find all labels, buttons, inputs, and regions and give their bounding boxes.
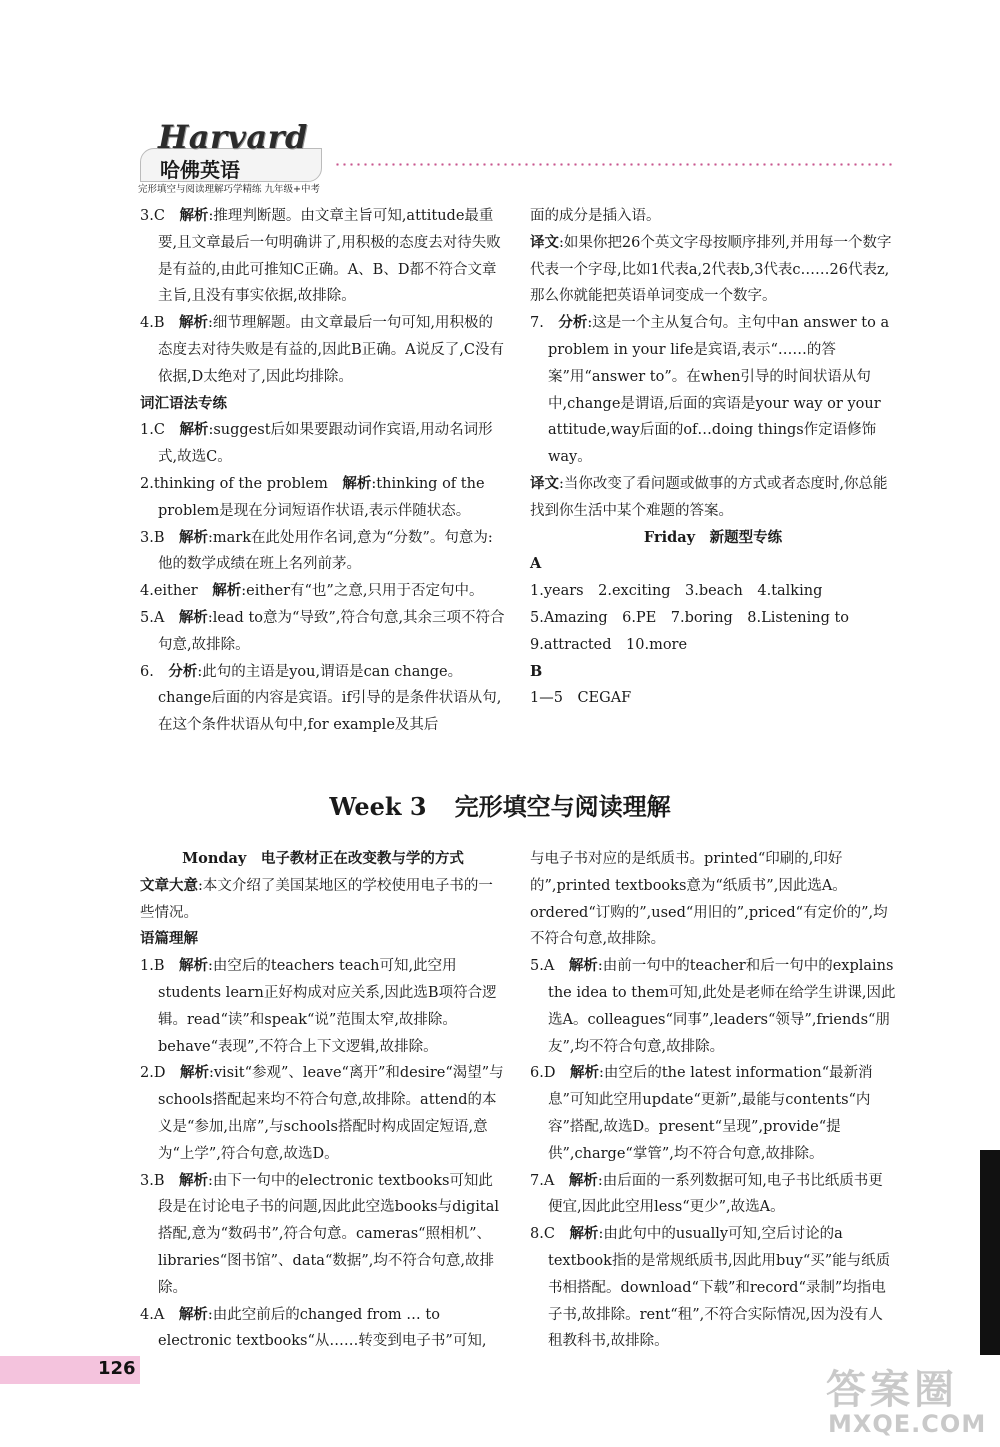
analysis-label: 解析	[178, 608, 208, 626]
analysis-text: :细节理解题。由文章最后一句可知,用积极的态度去对待失败是有益的,因此B正确。A说反了,C没有依据,D太绝对了,因此均排除。	[158, 315, 504, 385]
paragraph-text: :本文介绍了美国某地区的学校使用电子书的一些情况。	[140, 877, 493, 921]
analysis-text: :由后面的一系列数据可知,电子书比纸质书更便宜,因此此空用less“更少”,故选A。	[548, 1172, 883, 1216]
analysis-label: 分析	[168, 662, 198, 680]
answer-key: 1.C	[140, 422, 165, 439]
answer-item	[140, 417, 506, 471]
analysis-text: :由此句中的usually可知,空后讨论的a textbook指的是常规纸质书,因此用buy“买”能与纸质书相搭配。download“下载”和record“录制”均指电子书,故排除。rent“租”,不符合实际情况,因为没有人租教科书,故排除。	[548, 1226, 891, 1350]
answer-item	[140, 953, 506, 1060]
paragraph-text: :如果你把26个英文字母按顺序排列,并用每一个数字代表一个字母,比如1代表a,2代表b,3代表c……26代表z,那么你就能把英语单词变成一个数字。	[530, 234, 892, 305]
section-heading	[0, 787, 1000, 822]
book-subtitle: 完形填空与阅读理解巧学精练 九年级+中考	[138, 184, 320, 195]
analysis-label: 解析	[179, 207, 209, 224]
paragraph-label: 文章大意	[140, 876, 198, 894]
subsection-heading: 词汇语法专练	[140, 394, 227, 412]
analysis-label: 解析	[179, 1064, 209, 1082]
watermark-url: MXQE.COM	[828, 1410, 987, 1438]
watermark	[822, 1358, 987, 1440]
answer-key: 2.D	[140, 1065, 166, 1082]
answer-item	[530, 310, 896, 471]
analysis-label: 解析	[569, 1064, 599, 1082]
answer-item	[530, 1221, 896, 1355]
answer-item	[140, 1060, 506, 1167]
answer-item	[140, 471, 506, 525]
analysis-text: :thinking of the problem是现在分词短语作状语,表示伴随状态。	[158, 475, 485, 519]
edge-tab	[980, 1150, 1000, 1355]
right-column-top	[530, 203, 896, 712]
answer-key: 2.thinking of the problem	[140, 475, 328, 492]
brand-logo: Harvard	[158, 118, 308, 156]
answer-key: 4.A	[140, 1306, 165, 1323]
answer-key: 8.C	[530, 1226, 555, 1243]
labeled-paragraph	[530, 471, 896, 525]
analysis-label: 解析	[568, 957, 598, 975]
answer-key: 7.	[530, 315, 544, 332]
answer-key: 3.C	[140, 208, 165, 224]
subsection-heading: 语篇理解	[140, 930, 198, 948]
page-number: 126	[98, 1358, 136, 1379]
week-label: Week 3	[329, 792, 427, 821]
analysis-text: :由前一句中的teacher和后一句中的explains the idea to them可知,此处是老师在给学生讲课,因此选A。colleagues“同事”,leaders“领导”,friends“朋友”,均不符合句意,故排除。	[548, 958, 896, 1055]
text-line: 面的成分是插入语。	[530, 208, 661, 224]
analysis-label: 解析	[179, 528, 208, 546]
answer-key: 5.A	[140, 609, 165, 626]
analysis-label: 解析	[568, 1171, 598, 1189]
answer-key: 6.D	[530, 1065, 556, 1082]
answer-key: 3.B	[140, 1172, 165, 1189]
day-title: Friday 新题型专练	[643, 528, 783, 546]
answer-key: 3.B	[140, 529, 165, 546]
subsection-heading: B	[530, 662, 543, 680]
answer-item	[140, 659, 506, 739]
labeled-paragraph	[530, 230, 896, 310]
book-header	[138, 118, 328, 196]
analysis-text: :visit“参观”、leave“离开”和desire“渴望”与schools搭配起来均不符合句意,故排除。attend的本义是“参加,出席”,与schools搭配时构成固定短语,意为“上学”,符合句意,故选D。	[158, 1065, 504, 1162]
text-line: 1—5 CEGAF	[530, 690, 632, 707]
text-line: 5.Amazing 6.PE 7.boring 8.Listening to	[530, 609, 850, 626]
analysis-label: 解析	[179, 957, 208, 975]
answer-key: 6.	[140, 663, 154, 680]
header-dotted-rule	[334, 163, 894, 166]
answer-key: 4.B	[140, 315, 165, 332]
answer-key: 5.A	[530, 958, 555, 975]
subsection-heading: A	[530, 555, 542, 573]
answer-item	[140, 578, 506, 605]
watermark-logo: 答案圈	[826, 1367, 958, 1413]
analysis-text: :推理判断题。由文章主旨可知,attitude最重要,且文章最后一句明确讲了,用积极的态度去对待失败是有益的,由此可推知C正确。A、B、D都不符合文章主旨,且没有事实依据,故排除。	[158, 208, 501, 305]
answer-item	[530, 953, 896, 1060]
answer-key: 7.A	[530, 1172, 555, 1189]
analysis-text: :由此空前后的changed from … to electronic textbooks“从……转变到电子书”可知,	[158, 1306, 487, 1350]
answer-key: 1.B	[140, 958, 165, 975]
right-column-bottom	[530, 846, 896, 1355]
paragraph-label: 译文	[530, 233, 559, 251]
answer-item	[140, 203, 506, 310]
analysis-text: :这是一个主从复合句。主句中an answer to a problem in your life是宾语,表示“……的答案”用“answer to”。在when引导的时间状语从句中,change是谓语,后面的宾语是your way or your attitude,way后面的of…doing things作定语修饰way。	[548, 315, 890, 466]
answer-item	[140, 310, 506, 390]
left-column-bottom	[140, 846, 506, 1355]
text-line: 9.attracted 10.more	[530, 636, 688, 653]
answer-item	[140, 1168, 506, 1302]
paragraph-label: 译文	[530, 474, 559, 492]
analysis-label: 分析	[558, 314, 588, 332]
analysis-label: 解析	[569, 1225, 599, 1243]
text-line: 与电子书对应的是纸质书。printed“印刷的,印好的”,printed textbooks意为“纸质书”,因此选A。ordered“订购的”,used“用旧的”,priced“有定价的”,均不符合句意,故排除。	[530, 851, 888, 948]
analysis-text: :either有“也”之意,只用于否定句中。	[241, 583, 484, 600]
answer-key: 4.either	[140, 583, 198, 600]
labeled-paragraph	[140, 873, 506, 927]
analysis-text: :由下一句中的electronic textbooks可知此段是在讨论电子书的问题,因此此空选books与digital搭配,意为“数码书”,符合句意。cameras“照相机”、libraries“图书馆”、data“数据”,均不符合句意,故排除。	[158, 1172, 500, 1296]
answer-item	[140, 1302, 506, 1356]
paragraph-text: :当你改变了看问题或做事的方式或者态度时,你总能找到你生活中某个难题的答案。	[530, 475, 888, 519]
answer-item	[140, 525, 506, 579]
analysis-text: :由空后的teachers teach可知,此空用students learn正好构成对应关系,因此选B项符合逻辑。read“读”和speak“说”范围太窄,故排除。behave“表现”,不符合上下文逻辑,故排除。	[158, 958, 497, 1055]
analysis-text: :此句的主语是you,谓语是can change。change后面的内容是宾语。if引导的是条件状语从句,在这个条件状语从句中,for example及其后	[158, 663, 502, 734]
analysis-label: 解析	[212, 582, 242, 600]
analysis-label: 解析	[342, 474, 372, 492]
answer-item	[140, 605, 506, 659]
analysis-text: :由空后的the latest information“最新消息”可知此空用update“更新”,最能与contents“内容”搭配,故选D。present“呈现”,provide“提供”,charge“掌管”,均不符合句意,故排除。	[548, 1065, 873, 1162]
week-title: 完形填空与阅读理解	[454, 792, 671, 821]
analysis-label: 解析	[179, 421, 209, 439]
answer-item	[530, 1168, 896, 1222]
analysis-label: 解析	[178, 1305, 208, 1323]
analysis-label: 解析	[179, 1171, 208, 1189]
brand-chinese: 哈佛英语	[160, 158, 240, 182]
analysis-text: :suggest后如果要跟动词作宾语,用动名词形式,故选C。	[158, 422, 493, 466]
analysis-label: 解析	[179, 314, 208, 332]
analysis-text: :lead to意为“导致”,符合句意,其余三项不符合句意,故排除。	[158, 609, 505, 653]
day-title: Monday 电子教材正在改变教与学的方式	[182, 850, 464, 867]
text-line: 1.years 2.exciting 3.beach 4.talking	[530, 583, 823, 600]
analysis-text: :mark在此处用作名词,意为“分数”。句意为:他的数学成绩在班上名列前茅。	[158, 529, 493, 573]
answer-item	[530, 1060, 896, 1167]
left-column-top	[140, 203, 506, 739]
